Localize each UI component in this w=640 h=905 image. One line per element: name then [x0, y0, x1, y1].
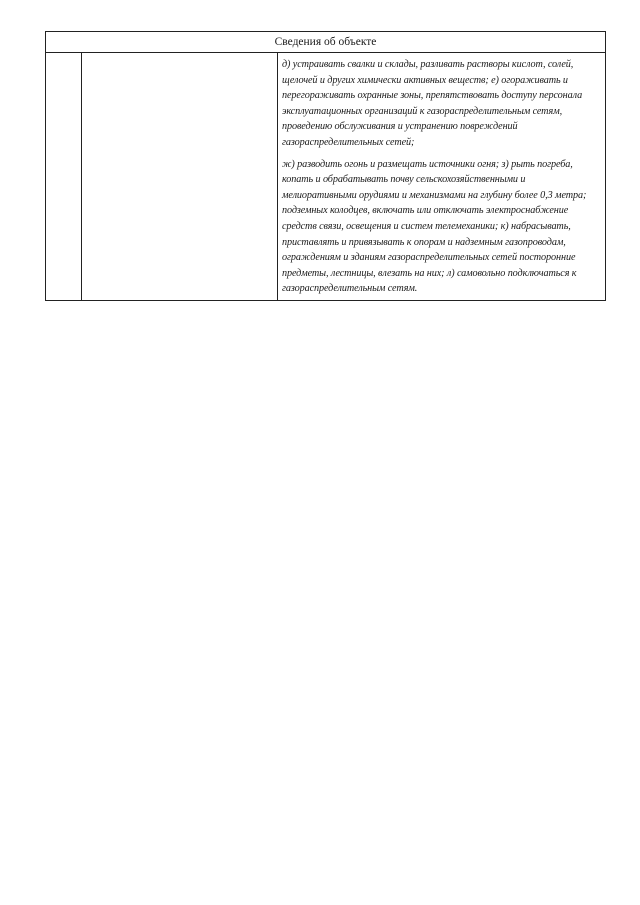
table-row [46, 53, 606, 301]
table-header: Сведения об объекте [46, 32, 606, 53]
table-cell-description [278, 53, 606, 301]
table-cell-number [46, 53, 82, 301]
table-cell-name [82, 53, 278, 301]
restriction-paragraph: д) устраивать свалки и склады, разливать растворы кислот, солей, щелочей и других химически активных веществ; е) огораживать и перегораживать охранные зоны, препятствовать доступу персонала эксплуатационных организаций к газораспределительным сетям, проведению обслуживания и устранению повреждений газораспределительных сетей; [282, 59, 583, 148]
restriction-paragraph: ж) разводить огонь и размещать источники огня; з) рыть погреба, копать и обрабатывать почву сельскохозяйственными и мелиоративными орудиями и механизмами на глубину более 0,3 метра; подземных колодцев, включать или отключать электроснабжение средств связи, освещения и систем телемеханики; к) набрасывать, приставлять и привязывать к опорам и надземным газопроводам, ограждениям и зданиям газораспределительных сетей посторонние предметы, лестницы, влезать на них; л) самовольно подключаться к газораспределительным сетям. [282, 158, 587, 295]
table-header-row [46, 32, 606, 53]
object-info-table [45, 31, 606, 301]
